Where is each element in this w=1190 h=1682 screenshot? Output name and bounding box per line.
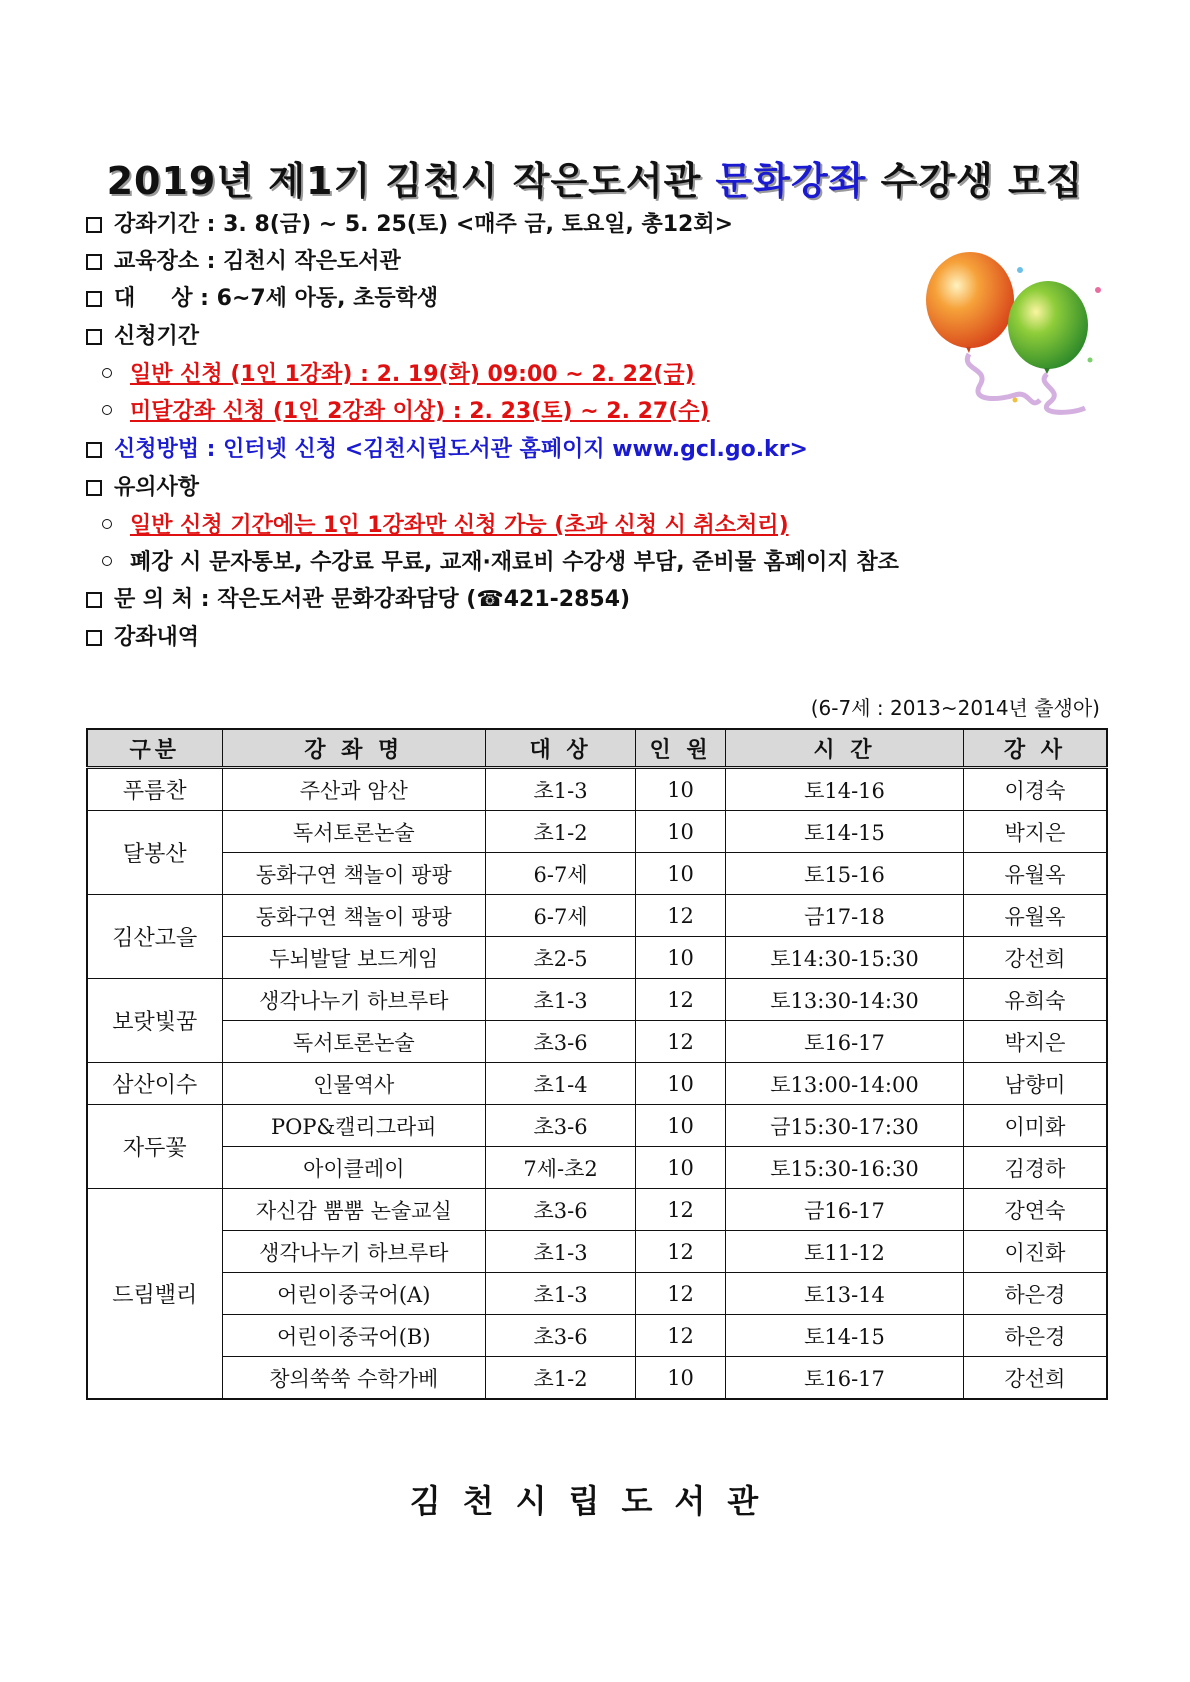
circle-bullet-icon: [102, 368, 112, 378]
info-apply-period: 신청기간: [86, 322, 1086, 352]
target-cell: 초2-5: [486, 937, 636, 979]
library-name-cell: 김산고을: [87, 895, 222, 979]
info-apply-general: 일반 신청 (1인 1강좌) : 2. 19(화) 09:00 ~ 2. 22(금): [102, 360, 1102, 390]
column-header: 대 상: [486, 729, 636, 768]
age-note: (6-7세 : 2013~2014년 출생아): [810, 696, 1100, 720]
course-name-cell: 어린이중국어(A): [222, 1273, 486, 1315]
instructor-cell: 이진화: [963, 1231, 1107, 1273]
footer-library-name: 김천시립도서관: [409, 1482, 781, 1520]
target-cell: 7세-초2: [486, 1147, 636, 1189]
table-row: [87, 1021, 1107, 1063]
library-name-cell: 삼산이수: [87, 1063, 222, 1105]
info-period: 강좌기간 : 3. 8(금) ~ 5. 25(토) <매주 금, 토요일, 총12회>: [86, 210, 1086, 240]
target-cell: 초1-3: [486, 1273, 636, 1315]
capacity-cell: 10: [636, 768, 726, 811]
time-cell: 토14:30-15:30: [726, 937, 964, 979]
target-cell: 초1-3: [486, 979, 636, 1021]
time-cell: 토13:00-14:00: [726, 1063, 964, 1105]
capacity-cell: 10: [636, 1147, 726, 1189]
table-row: [87, 937, 1107, 979]
info-contact: 문 의 처 : 작은도서관 문화강좌담당 (☎421-2854): [86, 585, 1086, 615]
table-row: [87, 1315, 1107, 1357]
title-highlight: 문화강좌: [715, 159, 867, 203]
capacity-cell: 10: [636, 1357, 726, 1400]
instructor-cell: 강선희: [963, 937, 1107, 979]
capacity-cell: 12: [636, 1315, 726, 1357]
time-cell: 토14-15: [726, 811, 964, 853]
table-row: [87, 853, 1107, 895]
table-body: [87, 768, 1107, 1400]
table-row: [87, 1273, 1107, 1315]
table-row: [87, 1231, 1107, 1273]
capacity-cell: 10: [636, 811, 726, 853]
course-name-cell: 독서토론논술: [222, 1021, 486, 1063]
instructor-cell: 유월옥: [963, 853, 1107, 895]
target-cell: 초1-3: [486, 1231, 636, 1273]
instructor-cell: 하은경: [963, 1315, 1107, 1357]
time-cell: 토14-16: [726, 768, 964, 811]
course-name-cell: 주산과 암산: [222, 768, 486, 811]
target-cell: 초3-6: [486, 1021, 636, 1063]
checkbox-square-icon: [86, 254, 102, 270]
table-row: [87, 1189, 1107, 1231]
time-cell: 금16-17: [726, 1189, 964, 1231]
info-apply-method: 신청방법 : 인터넷 신청 <김천시립도서관 홈페이지 www.gcl.go.kr>: [86, 435, 1086, 465]
circle-bullet-icon: [102, 405, 112, 415]
table-header-row: [87, 729, 1107, 768]
checkbox-square-icon: [86, 480, 102, 496]
capacity-cell: 10: [636, 1105, 726, 1147]
target-cell: 초1-3: [486, 768, 636, 811]
target-cell: 초3-6: [486, 1315, 636, 1357]
time-cell: 토16-17: [726, 1357, 964, 1400]
info-notes-title: 유의사항: [86, 473, 1086, 503]
course-name-cell: 아이클레이: [222, 1147, 486, 1189]
table-row: [87, 811, 1107, 853]
instructor-cell: 강선희: [963, 1357, 1107, 1400]
instructor-cell: 하은경: [963, 1273, 1107, 1315]
circle-bullet-icon: [102, 519, 112, 529]
table-row: [87, 1063, 1107, 1105]
info-note-2: 폐강 시 문자통보, 수강료 무료, 교재·재료비 수강생 부담, 준비물 홈페이지 참조: [102, 548, 1102, 578]
info-note-1: 일반 신청 기간에는 1인 1강좌만 신청 가능 (초과 신청 시 취소처리): [102, 511, 1102, 541]
time-cell: 토15-16: [726, 853, 964, 895]
course-name-cell: POP&캘리그라피: [222, 1105, 486, 1147]
checkbox-square-icon: [86, 630, 102, 646]
course-name-cell: 동화구연 책놀이 팡팡: [222, 895, 486, 937]
info-apply-remaining: 미달강좌 신청 (1인 2강좌 이상) : 2. 23(토) ~ 2. 27(수): [102, 397, 1102, 427]
column-header: 구분: [87, 729, 222, 768]
capacity-cell: 10: [636, 937, 726, 979]
course-name-cell: 창의쑥쑥 수학가베: [222, 1357, 486, 1400]
instructor-cell: 김경하: [963, 1147, 1107, 1189]
library-name-cell: 푸름찬: [87, 768, 222, 811]
column-header: 강 사: [963, 729, 1107, 768]
course-name-cell: 두뇌발달 보드게임: [222, 937, 486, 979]
time-cell: 토11-12: [726, 1231, 964, 1273]
target-cell: 초1-2: [486, 811, 636, 853]
table-row: [87, 768, 1107, 811]
info-target: 대 상 : 6~7세 아동, 초등학생: [86, 284, 1086, 314]
instructor-cell: 이미화: [963, 1105, 1107, 1147]
target-cell: 초3-6: [486, 1189, 636, 1231]
time-cell: 토15:30-16:30: [726, 1147, 964, 1189]
time-cell: 토16-17: [726, 1021, 964, 1063]
instructor-cell: 강연숙: [963, 1189, 1107, 1231]
time-cell: 금15:30-17:30: [726, 1105, 964, 1147]
course-name-cell: 자신감 뿜뿜 논술교실: [222, 1189, 486, 1231]
capacity-cell: 12: [636, 1273, 726, 1315]
course-table: [86, 728, 1108, 1400]
balloons-image: [920, 250, 1120, 420]
course-name-cell: 독서토론논술: [222, 811, 486, 853]
capacity-cell: 12: [636, 979, 726, 1021]
library-name-cell: 자두꽃: [87, 1105, 222, 1189]
table-row: [87, 1147, 1107, 1189]
course-name-cell: 동화구연 책놀이 팡팡: [222, 853, 486, 895]
course-name-cell: 어린이중국어(B): [222, 1315, 486, 1357]
target-cell: 초1-4: [486, 1063, 636, 1105]
info-place: 교육장소 : 김천시 작은도서관: [86, 247, 1086, 277]
table-row: [87, 1357, 1107, 1400]
instructor-cell: 유희숙: [963, 979, 1107, 1021]
checkbox-square-icon: [86, 442, 102, 458]
instructor-cell: 남향미: [963, 1063, 1107, 1105]
instructor-cell: 이경숙: [963, 768, 1107, 811]
library-name-cell: 달봉산: [87, 811, 222, 895]
column-header: 강 좌 명: [222, 729, 486, 768]
target-cell: 6-7세: [486, 853, 636, 895]
time-cell: 토13-14: [726, 1273, 964, 1315]
capacity-cell: 12: [636, 1231, 726, 1273]
course-name-cell: 생각나누기 하브루타: [222, 1231, 486, 1273]
capacity-cell: 12: [636, 895, 726, 937]
checkbox-square-icon: [86, 592, 102, 608]
column-header: 시 간: [726, 729, 964, 768]
instructor-cell: 박지은: [963, 811, 1107, 853]
page-title: 2019년 제1기 김천시 작은도서관 문화강좌 수강생 모집: [106, 159, 1084, 203]
checkbox-square-icon: [86, 291, 102, 307]
info-course-list: 강좌내역: [86, 623, 1086, 653]
column-header: 인 원: [636, 729, 726, 768]
library-name-cell: 드림밸리: [87, 1189, 222, 1400]
table-row: [87, 895, 1107, 937]
course-name-cell: 인물역사: [222, 1063, 486, 1105]
library-name-cell: 보랏빛꿈: [87, 979, 222, 1063]
target-cell: 초1-2: [486, 1357, 636, 1400]
course-name-cell: 생각나누기 하브루타: [222, 979, 486, 1021]
target-cell: 초3-6: [486, 1105, 636, 1147]
capacity-cell: 10: [636, 1063, 726, 1105]
capacity-cell: 12: [636, 1189, 726, 1231]
checkbox-square-icon: [86, 329, 102, 345]
target-cell: 6-7세: [486, 895, 636, 937]
time-cell: 토13:30-14:30: [726, 979, 964, 1021]
time-cell: 토14-15: [726, 1315, 964, 1357]
capacity-cell: 10: [636, 853, 726, 895]
instructor-cell: 유월옥: [963, 895, 1107, 937]
checkbox-square-icon: [86, 217, 102, 233]
instructor-cell: 박지은: [963, 1021, 1107, 1063]
table-row: [87, 1105, 1107, 1147]
capacity-cell: 12: [636, 1021, 726, 1063]
time-cell: 금17-18: [726, 895, 964, 937]
circle-bullet-icon: [102, 556, 112, 566]
table-row: [87, 979, 1107, 1021]
